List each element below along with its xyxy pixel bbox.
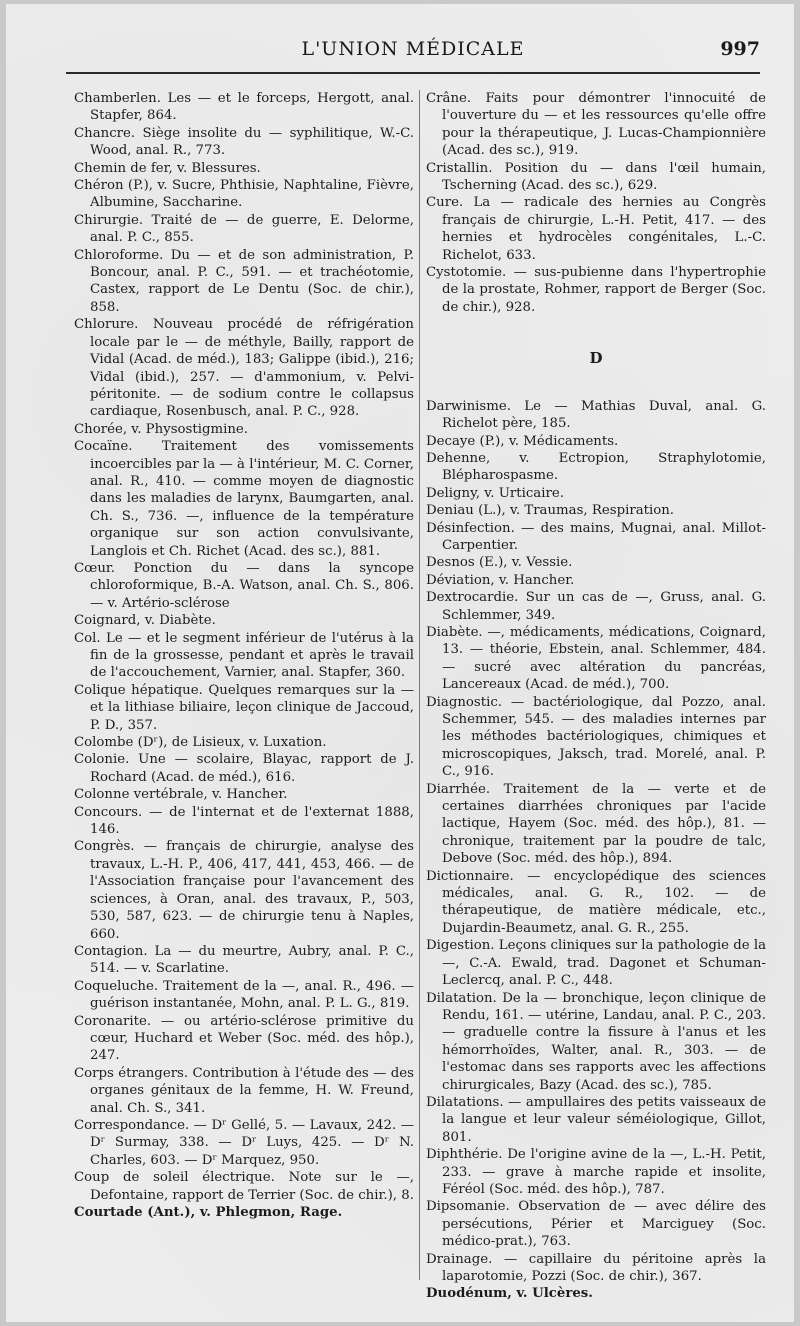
index-entry: Concours. — de l'internat et de l'externat 1888, 146. — [74, 804, 414, 838]
index-entry: Decaye (P.), v. Médicaments. — [426, 433, 619, 449]
index-entry: Chemin de fer, v. Blessures. — [74, 160, 261, 176]
page — [6, 4, 794, 1322]
index-entry: Cystotomie. — sus-pubienne dans l'hypertrophie de la prostate, Rohmer, rapport de Berger (Soc. de chir.), 928. — [426, 265, 766, 315]
index-entry: Coronarite. — ou artério-sclérose primitive du cœur, Huchard et Weber (Soc. méd. des hôp.), 247. — [74, 1013, 414, 1064]
left-column — [74, 90, 414, 1221]
index-entry: Congrès. — français de chirurgie, analyse des travaux, L.-H. P., 406, 417, 441, 453, 466. — de l'Association française pour l'avancement des sciences, à Oran, anal. des travaux, P., 503, 530, 587, 623. — de chirurgie tenu à Naples, 660. — [74, 839, 414, 942]
index-entry: Col. Le — et le segment inférieur de l'utérus à la fin de la grossesse, pendant et après le travail de l'accouchement, Varnier, anal. Stapfer, 360. — [74, 630, 414, 681]
index-entry: Deniau (L.), v. Traumas, Respiration. — [426, 503, 675, 519]
index-entry: Correspondance. — Dʳ Gellé, 5. — Lavaux, 242. — Dʳ Surmay, 338. — Dʳ Luys, 425. — Dʳ N. Charles, 603. — Dʳ Marquez, 950. — [74, 1117, 414, 1168]
index-entry: Cristallin. Position du — dans l'œil humain, Tscherning (Acad. des sc.), 629. — [426, 160, 766, 194]
index-entry: Digestion. Leçons cliniques sur la pathologie de la —, C.-A. Ewald, trad. Dagonet et Schuman-Leclercq, anal. P. C., 448. — [426, 938, 766, 989]
index-entry: Dilatations. — ampullaires des petits vaisseaux de la langue et leur valeur séméiologique, Gillot, 801. — [426, 1094, 766, 1145]
right-column — [426, 90, 766, 1303]
index-entry: Darwinisme. Le — Mathias Duval, anal. G. Richelot père, 185. — [426, 398, 766, 432]
index-entry: Chorée, v. Physostigmine. — [74, 421, 248, 437]
index-entry: Coqueluche. Traitement de la —, anal. R., 496. — guérison instantanée, Mohn, anal. P. L. G., 819. — [74, 978, 414, 1012]
index-entry: Chlorure. Nouveau procédé de réfrigération locale par le — de méthyle, Bailly, rapport de Vidal (Acad. de méd.), 183; Galippe (ibid.), 216; Vidal (ibid.), 257. — d'ammonium, v. Pelvi-péritonite. — de sodium contre le collapsus cardiaque, Rosenbusch, anal. P. C., 928. — [74, 317, 414, 420]
index-entry: Cocaïne. Traitement des vomissements incoercibles par la — à l'intérieur, M. C. Corner, anal. R., 410. — comme moyen de diagnostic dans les maladies de larynx, Baumgarten, anal. Ch. S., 736. —, influence de la température organique sur son action convulsivante, Langlois et Ch. Richet (Acad. des sc.), 881. — [74, 439, 414, 559]
index-entry: Drainage. — capillaire du péritoine après la laparotomie, Pozzi (Soc. de chir.), 367. — [426, 1251, 766, 1284]
index-entry: Colique hépatique. Quelques remarques sur la — et la lithiase biliaire, leçon clinique de Jaccoud, P. D., 357. — [74, 682, 414, 733]
index-entry: Chancre. Siège insolite du — syphilitique, W.-C. Wood, anal. R., 773. — [74, 125, 414, 159]
page-number: 997 — [720, 38, 760, 60]
column-separator — [419, 90, 420, 1280]
index-entry: Coup de soleil électrique. Note sur le —, Defontaine, rapport de Terrier (Soc. de chir.), 8. — [74, 1170, 414, 1203]
index-entry: Crâne. Faits pour démontrer l'innocuité de l'ouverture du — et les ressources qu'elle offre pour la thérapeutique, J. Lucas-Championnière (Acad. des sc.), 919. — [426, 91, 766, 159]
header-rule — [66, 72, 760, 74]
index-entry: Diabète. —, médicaments, médications, Coignard, 13. — théorie, Ebstein, anal. Schlemmer, 484. — sucré avec altération du pancréas, Lancereaux (Acad. de méd.), 700. — [426, 624, 766, 693]
index-entry: Chloroforme. Du — et de son administration, P. Boncour, anal. P. C., 591. — et trachéotomie, Castex, rapport de Le Dentu (Soc. de chir.), 858. — [74, 247, 414, 315]
index-entry: Chirurgie. Traité de — de guerre, E. Delorme, anal. P. C., 855. — [74, 212, 414, 246]
index-entry: Chéron (P.), v. Sucre, Phthisie, Naphtaline, Fièvre, Albumine, Saccharine. — [74, 178, 414, 211]
index-entry: Diphthérie. De l'origine avine de la —, L.-H. Petit, 233. — grave à marche rapide et insolite, Féréol (Soc. méd. des hôp.), 787. — [426, 1147, 766, 1197]
index-entry: Contagion. La — du meurtre, Aubry, anal. P. C., 514. — v. Scarlatine. — [74, 943, 414, 977]
index-entry: Coignard, v. Diabète. — [74, 613, 216, 629]
index-entry: Duodénum, v. Ulcères. — [426, 1286, 593, 1302]
journal-title: L'UNION MÉDICALE — [301, 38, 525, 60]
index-entry: Chamberlen. Les — et le forceps, Hergott, anal. Stapfer, 864. — [74, 91, 414, 124]
section-letter-heading: D — [589, 349, 603, 368]
index-entry: Diagnostic. — bactériologique, dal Pozzo, anal. Schemmer, 545. — des maladies internes par les méthodes bactériologiques, chimiques et microscopiques, Jaksch, trad. Morelé, anal. P. C., 916. — [426, 694, 766, 780]
index-entry: Courtade (Ant.), v. Phlegmon, Rage. — [74, 1205, 343, 1220]
index-entry: Dipsomanie. Observation de — avec délire des persécutions, Périer et Marciguey (Soc. médico-prat.), 763. — [426, 1199, 766, 1250]
index-entry: Cœur. Ponction du — dans la syncope chloroformique, B.-A. Watson, anal. Ch. S., 806. — v. Artério-sclérose — [74, 560, 414, 611]
index-entry: Dilatation. De la — bronchique, leçon clinique de Rendu, 161. — utérine, Landau, anal. P. C., 203. — graduelle contre la fissure à l'anus et les hémorrhoïdes, Walter, anal. R., 303. — de l'estomac dans ses rapports avec les affections chirurgicales, Bazy (Acad. des sc.), 785. — [426, 990, 766, 1093]
index-entry: Desnos (E.), v. Vessie. — [426, 555, 573, 571]
index-entry: Cure. La — radicale des hernies au Congrès français de chirurgie, L.-H. Petit, 417. — des hernies et hydrocèles congénitales, L.-C. Richelot, 633. — [426, 195, 766, 263]
index-entry: Colonie. Une — scolaire, Blayac, rapport de J. Rochard (Acad. de méd.), 616. — [74, 752, 414, 785]
index-entry: Deligny, v. Urticaire. — [426, 485, 564, 501]
index-entry: Déviation, v. Hancher. — [426, 572, 575, 588]
index-entry: Colombe (Dʳ), de Lisieux, v. Luxation. — [74, 735, 327, 751]
running-header — [66, 38, 760, 70]
index-entry: Diarrhée. Traitement de la — verte et de certaines diarrhées chroniques par l'acide lactique, Hayem (Soc. méd. des hôp.), 81. — chronique, traitement par la poudre de talc, Debove (Soc. méd. des hôp.), 894. — [426, 781, 766, 867]
index-entry: Dehenne, v. Ectropion, Straphylotomie, Blépharospasme. — [426, 450, 766, 484]
index-entry: Dextrocardie. Sur un cas de —, Gruss, anal. G. Schlemmer, 349. — [426, 590, 766, 623]
index-entry: Désinfection. — des mains, Mugnai, anal. Millot-Carpentier. — [426, 520, 766, 553]
index-entry: Colonne vertébrale, v. Hancher. — [74, 787, 288, 803]
index-entry: Corps étrangers. Contribution à l'étude des — des organes génitaux de la femme, H. W. Freund, anal. Ch. S., 341. — [74, 1065, 414, 1116]
index-entry: Dictionnaire. — encyclopédique des sciences médicales, anal. G. R., 102. — de thérapeutique, de matière médicale, etc., Dujardin-Beaumetz, anal. G. R., 255. — [426, 868, 766, 936]
